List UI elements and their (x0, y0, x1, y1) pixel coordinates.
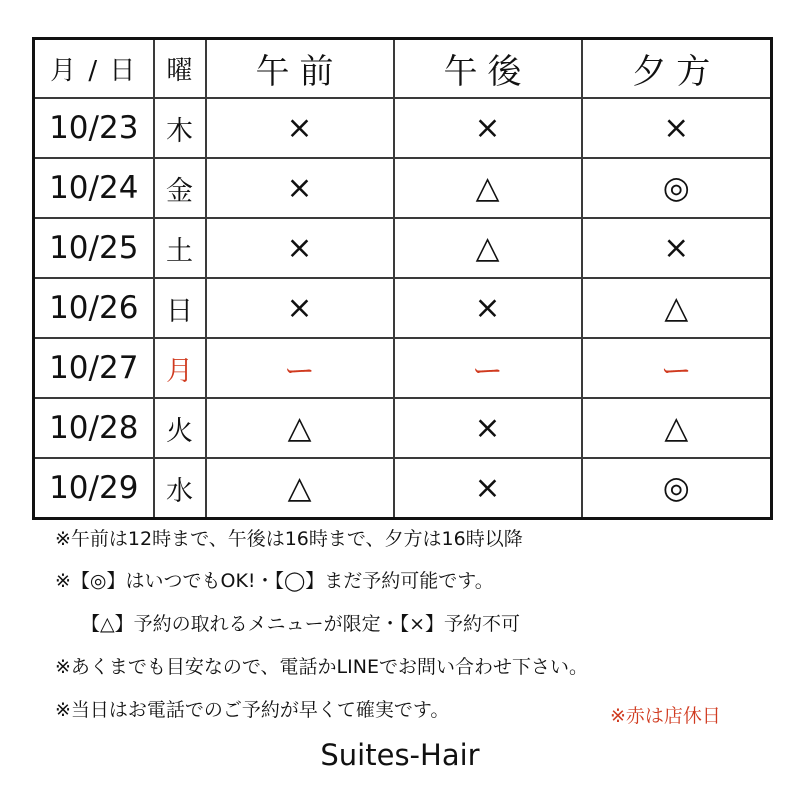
cell-morning: ー (206, 338, 394, 398)
availability-table (32, 37, 773, 520)
note-hours: ※午前は12時まで、午後は16時まで、夕方は16時以降 (55, 528, 523, 550)
cell-afternoon: × (394, 98, 582, 158)
cell-afternoon: × (394, 398, 582, 458)
cell-afternoon: △ (394, 158, 582, 218)
cell-morning: △ (206, 398, 394, 458)
schedule-sheet (32, 37, 770, 520)
cell-evening: × (582, 98, 772, 158)
cell-evening: × (582, 218, 772, 278)
cell-afternoon: × (394, 278, 582, 338)
cell-morning: × (206, 158, 394, 218)
table-row (34, 398, 772, 458)
table-row (34, 278, 772, 338)
cell-date: 10/29 (34, 458, 154, 519)
table-row (34, 98, 772, 158)
cell-evening: △ (582, 278, 772, 338)
header-evening: 夕方 (582, 39, 772, 99)
shop-name: Suites-Hair (320, 738, 480, 772)
cell-afternoon: ー (394, 338, 582, 398)
cell-evening: △ (582, 398, 772, 458)
cell-weekday: 木 (154, 98, 206, 158)
cell-date: 10/25 (34, 218, 154, 278)
table-row-holiday (34, 338, 772, 398)
cell-weekday: 火 (154, 398, 206, 458)
cell-weekday: 金 (154, 158, 206, 218)
table-row (34, 218, 772, 278)
cell-morning: × (206, 98, 394, 158)
cell-date: 10/28 (34, 398, 154, 458)
header-morning: 午前 (206, 39, 394, 99)
cell-morning: △ (206, 458, 394, 519)
note-legend-limited: 【△】予約の取れるメニューが限定・【×】予約不可 (81, 613, 521, 635)
cell-morning: × (206, 278, 394, 338)
table-row (34, 458, 772, 519)
cell-afternoon: × (394, 458, 582, 519)
header-afternoon: 午後 (394, 39, 582, 99)
note-contact: ※あくまでも目安なので、電話かLINEでお問い合わせ下さい。 (55, 656, 588, 678)
header-date: 月 / 日 (34, 39, 154, 99)
table-header-row (34, 39, 772, 99)
cell-date: 10/23 (34, 98, 154, 158)
cell-afternoon: △ (394, 218, 582, 278)
cell-morning: × (206, 218, 394, 278)
cell-weekday: 土 (154, 218, 206, 278)
note-legend-ok: ※【◎】はいつでもOK!・【◯】まだ予約可能です。 (55, 570, 494, 592)
cell-weekday: 水 (154, 458, 206, 519)
header-weekday: 曜 (154, 39, 206, 99)
cell-weekday: 月 (154, 338, 206, 398)
cell-evening: ◎ (582, 158, 772, 218)
cell-date: 10/24 (34, 158, 154, 218)
cell-date: 10/27 (34, 338, 154, 398)
cell-weekday: 日 (154, 278, 206, 338)
note-same-day: ※当日はお電話でのご予約が早くて確実です。 (55, 699, 450, 721)
cell-evening: ◎ (582, 458, 772, 519)
holiday-note: ※赤は店休日 (610, 705, 721, 727)
table-row (34, 158, 772, 218)
cell-date: 10/26 (34, 278, 154, 338)
cell-evening: ー (582, 338, 772, 398)
